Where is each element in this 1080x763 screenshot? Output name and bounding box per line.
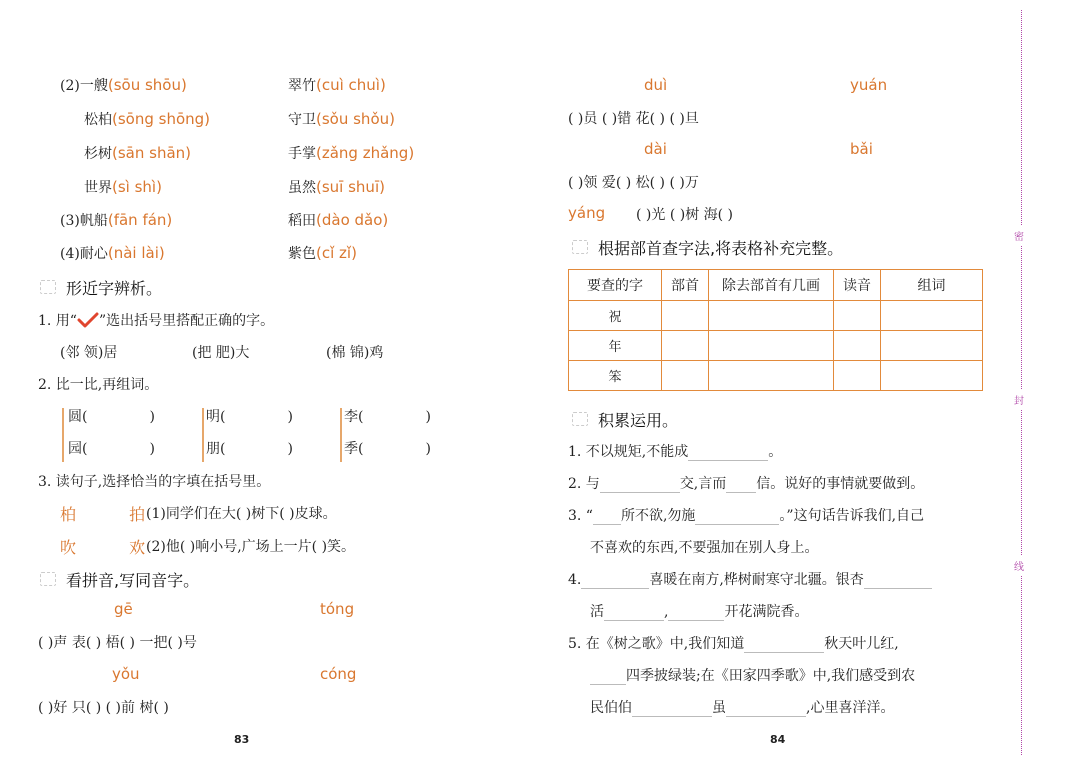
fill-question-5-line2: 四季披绿装;在《田家四季歌》中,我们感受到农	[590, 665, 915, 685]
section-title-xingjinzi: 形近字辨析。	[66, 279, 163, 298]
table-cell-char: 笨	[569, 361, 662, 391]
table-cell-input[interactable]	[662, 301, 709, 331]
answer-blank[interactable]	[744, 638, 824, 653]
compare-item[interactable]: 季( )	[344, 441, 431, 457]
pinyin-label: cóng	[320, 665, 357, 683]
table-cell-input[interactable]	[834, 331, 881, 361]
seal-char: 线	[1014, 556, 1024, 575]
pinyin-choice-item: 手掌(zǎng zhǎng)	[288, 144, 415, 162]
checkmark-icon	[77, 312, 99, 328]
answer-blank[interactable]	[604, 606, 664, 621]
table-header-row	[569, 270, 983, 301]
table-header: 部首	[662, 270, 709, 301]
answer-blank[interactable]	[593, 510, 621, 525]
fill-question-4: 4. 喜暖在南方,桦树耐寒守北疆。银杏	[568, 569, 932, 589]
homophone-row[interactable]: ( )声 表( ) 梧( ) 一把( )号	[38, 635, 197, 651]
pinyin-choice-item: (4)耐心(nài lài)	[60, 244, 165, 262]
pinyin-choice-item: (3)帆船(fān fán)	[60, 211, 173, 229]
answer-blank[interactable]	[688, 446, 768, 461]
radical-table	[568, 269, 983, 391]
seal-line	[1021, 10, 1022, 755]
seal-char: 封	[1014, 390, 1024, 409]
answer-blank[interactable]	[726, 478, 756, 493]
page-number: 83	[234, 733, 250, 746]
pinyin-choice-item: 稻田(dào dǎo)	[288, 211, 389, 229]
pinyin-choice-item: 松柏(sōng shōng)	[84, 110, 211, 128]
compare-item[interactable]: 圆( )	[68, 409, 155, 425]
table-cell-input[interactable]	[834, 361, 881, 391]
fill-question-2: 2. 与 交,言而 信。说好的事情就要做到。	[568, 476, 925, 492]
table-cell-input[interactable]	[881, 361, 983, 391]
table-cell-input[interactable]	[662, 331, 709, 361]
homophone-row[interactable]: ( )领 爱( ) 松( ) ( )万	[568, 175, 699, 191]
pinyin-choice-item: 紫色(cǐ zǐ)	[288, 244, 357, 262]
fill-question-3-line2: 不喜欢的东西,不要强加在别人身上。	[590, 540, 819, 556]
pinyin-label: gē	[114, 600, 133, 618]
answer-blank[interactable]	[864, 574, 932, 589]
table-header: 读音	[834, 270, 881, 301]
fill-question-5-line3: 民伯伯 虽 ,心里喜洋洋。	[590, 700, 895, 716]
compare-item[interactable]: 明( )	[206, 409, 293, 425]
pinyin-choice-item: 杉树(sān shān)	[84, 144, 192, 162]
answer-blank[interactable]	[632, 702, 712, 717]
pinyin-choice-item: 虽然(suī shuī)	[288, 178, 385, 196]
fill-question-3: 3. “ 所不欲,勿施 。”这句话告诉我们,自己	[568, 508, 925, 524]
table-cell-input[interactable]	[662, 361, 709, 391]
fill-question-1: 1. 不以规矩,不能成 。	[568, 444, 783, 460]
pinyin-label: yuán	[850, 76, 888, 94]
answer-blank[interactable]	[695, 510, 779, 525]
section-icon	[40, 280, 56, 294]
table-cell-input[interactable]	[881, 331, 983, 361]
answer-blank[interactable]	[600, 478, 680, 493]
table-cell-char: 祝	[569, 301, 662, 331]
pair-bracket	[62, 408, 64, 462]
pinyin-choice-item: (2)一艘(sōu shōu)	[60, 76, 187, 94]
pair-bracket	[202, 408, 204, 462]
pinyin-label: tóng	[320, 600, 355, 618]
pair-bracket	[340, 408, 342, 462]
section-title-jilei: 积累运用。	[598, 411, 679, 430]
table-row	[569, 301, 983, 331]
pinyin-label: bǎi	[850, 140, 873, 158]
table-header: 要查的字	[569, 270, 662, 301]
fill-question-5: 5. 在《树之歌》中,我们知道 秋天叶儿红,	[568, 636, 899, 652]
option-characters: 柏 拍	[60, 505, 170, 524]
choice-item[interactable]: (邻 领)居	[60, 345, 118, 361]
answer-blank[interactable]	[581, 574, 649, 589]
table-row	[569, 331, 983, 361]
pinyin-choice-item: 守卫(sǒu shǒu)	[288, 110, 395, 128]
compare-item[interactable]: 园( )	[68, 441, 155, 457]
seal-char: 密	[1014, 226, 1024, 245]
fill-question-4-line2: 活 , 开花满院香。	[590, 604, 809, 620]
pinyin-label: yǒu	[112, 665, 140, 683]
compare-item[interactable]: 李( )	[344, 409, 431, 425]
section-icon	[572, 240, 588, 254]
fill-sentence[interactable]: (1)同学们在大( )树下( )皮球。	[146, 506, 337, 522]
table-cell-input[interactable]	[881, 301, 983, 331]
table-cell-input[interactable]	[709, 301, 834, 331]
table-cell-input[interactable]	[709, 361, 834, 391]
question-3-title: 3. 读句子,选择恰当的字填在括号里。	[38, 474, 271, 490]
question-1: 1. 用“ ”选出括号里搭配正确的字。	[38, 313, 275, 329]
pinyin-choice-item: 世界(sì shì)	[84, 178, 162, 196]
pinyin-label: dài	[644, 140, 667, 158]
section-title-pinyin: 看拼音,写同音字。	[66, 571, 200, 590]
table-cell-input[interactable]	[709, 331, 834, 361]
pinyin-label: yáng	[568, 204, 606, 222]
table-cell-input[interactable]	[834, 301, 881, 331]
table-header: 除去部首有几画	[709, 270, 834, 301]
table-row	[569, 361, 983, 391]
section-icon	[572, 412, 588, 426]
pinyin-label: duì	[644, 76, 668, 94]
homophone-row[interactable]: ( )好 只( ) ( )前 树( )	[38, 700, 169, 716]
answer-blank[interactable]	[668, 606, 724, 621]
answer-blank[interactable]	[726, 702, 806, 717]
answer-blank[interactable]	[590, 670, 626, 685]
choice-item[interactable]: (棉 锦)鸡	[326, 345, 384, 361]
homophone-row[interactable]: ( )光 ( )树 海( )	[636, 207, 734, 223]
fill-sentence[interactable]: (2)他( )响小号,广场上一片( )笑。	[146, 539, 356, 555]
compare-item[interactable]: 朋( )	[206, 441, 293, 457]
choice-item[interactable]: (把 肥)大	[192, 345, 250, 361]
option-characters: 吹 欢	[60, 538, 170, 557]
table-cell-char: 年	[569, 331, 662, 361]
homophone-row[interactable]: ( )员 ( )错 花( ) ( )旦	[568, 111, 699, 127]
table-header: 组词	[881, 270, 983, 301]
page-number: 84	[770, 733, 786, 746]
section-title-radical: 根据部首查字法,将表格补充完整。	[598, 239, 844, 258]
section-icon	[40, 572, 56, 586]
pinyin-choice-item: 翠竹(cuì chuì)	[288, 76, 386, 94]
question-2-title: 2. 比一比,再组词。	[38, 377, 159, 393]
